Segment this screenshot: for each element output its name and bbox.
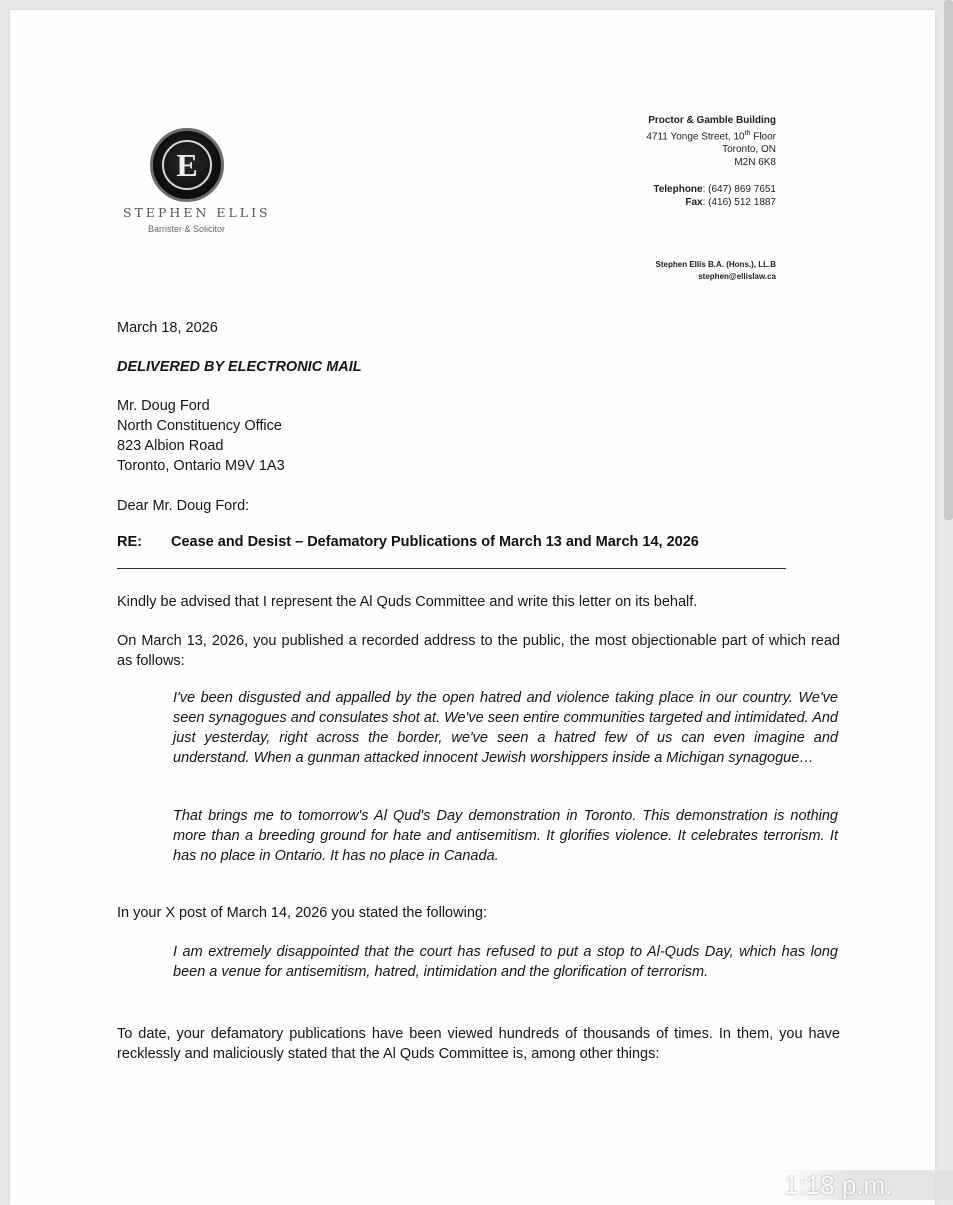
lawyer-info [656,259,776,283]
lawyer-email[interactable]: stephen@ellislaw.ca [698,272,776,281]
divider [117,568,786,569]
firm-logo [150,128,224,202]
recipient-line: Toronto, Ontario M9V 1A3 [117,458,285,474]
salutation: Dear Mr. Doug Ford: [117,498,250,514]
building-name: Proctor & Gamble Building [648,115,776,126]
city: Toronto, ON [722,144,776,156]
quote-address-part1: I've been disgusted and appalled by the open hatred and violence taking place in our country. We've seen synagogues and consulates shot at. We've seen entire communities targeted and intimidated. And just yesterday, right across the border, we've seen a hatred few of us can even imagine and understand. When a gunman attacked innocent Jewish worshippers inside a Michigan synagogue… [173,690,838,766]
re-subject: Cease and Desist – Defamatory Publications of March 13 and March 14, 2026 [171,534,699,550]
logo-letter: E [162,140,212,190]
recipient-line: North Constituency Office [117,418,282,434]
paragraph-representation: Kindly be advised that I represent the Al Quds Committee and write this letter on its behalf. [117,594,698,610]
recipient-address [117,396,285,476]
quote-address-part2: That brings me to tomorrow's Al Qud's Day demonstration in Toronto. This demonstration is nothing more than a breeding ground for hate and antisemitism. It glorifies violence. It celebrates terrorism. It has no place in Ontario. It has no place in Canada. [173,808,838,864]
re-line [117,532,787,552]
scrollbar[interactable] [944,0,953,520]
delivery-method: DELIVERED BY ELECTRONIC MAIL [117,359,362,375]
fax-line: Fax: (416) 512 1887 [685,197,776,208]
firm-name: STEPHEN ELLIS [123,205,271,220]
firm-title: Barrister & Solicitor [148,224,226,234]
paragraph-defamation: To date, your defamatory publications have been viewed hundreds of thousands of times. In them, you have recklessly and maliciously stated that the Al Quds Committee is, among other things: [117,1026,840,1062]
re-label: RE: [117,534,142,550]
street-address: 4711 Yonge Street, 10th Floor [646,130,776,143]
paragraph-publication: On March 13, 2026, you published a recorded address to the public, the most objectionable part of which read as follows: [117,633,840,669]
lawyer-name: Stephen Ellis B.A. (Hons.), LL.B [655,260,776,269]
recipient-line: 823 Albion Road [117,438,224,454]
firm-address [646,114,776,169]
quote-x-post: I am extremely disappointed that the court has refused to put a stop to Al-Quds Day, which has long been a venue for antisemitism, hatred, intimidation and the glorification of terrorism. [173,944,838,980]
letter-date: March 18, 2026 [117,320,218,336]
paragraph-x-post: In your X post of March 14, 2026 you stated the following: [117,905,487,921]
recipient-line: Mr. Doug Ford [117,398,210,414]
firm-contact [653,183,776,209]
telephone-line: Telephone: (647) 869 7651 [653,184,776,195]
status-time: 1:18 p.m. [778,1170,953,1200]
postal-code: M2N 6K8 [734,157,776,169]
